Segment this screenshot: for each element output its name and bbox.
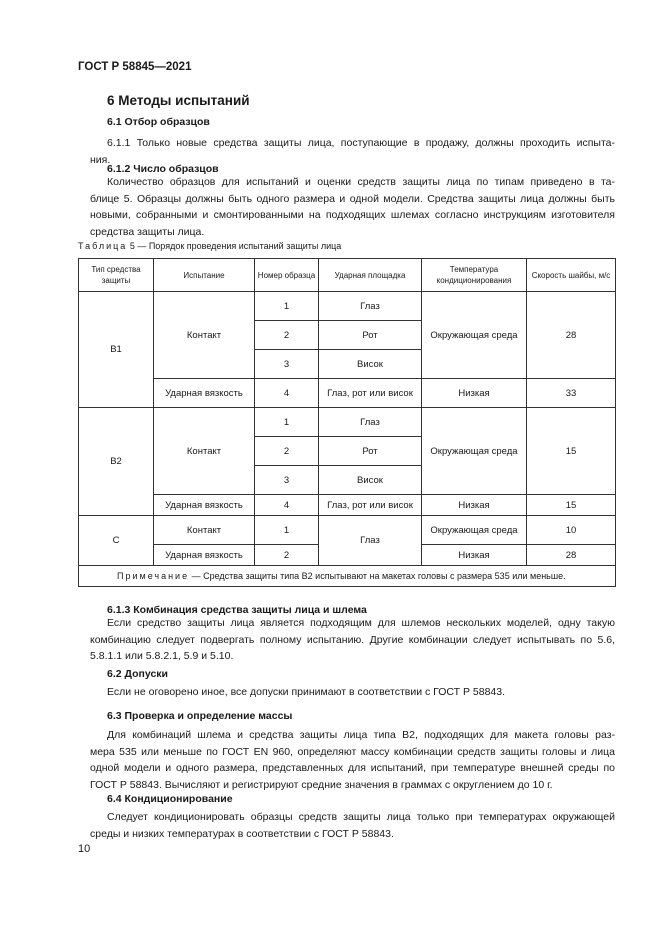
sample-cell: 4 bbox=[255, 379, 319, 408]
temp-cell: Низкая bbox=[422, 545, 527, 566]
test-order-table bbox=[78, 258, 616, 587]
table-row bbox=[79, 292, 616, 321]
table-row bbox=[79, 495, 616, 516]
document-header: ГОСТ Р 58845—2021 bbox=[78, 61, 192, 73]
temp-cell: Окружающая среда bbox=[422, 292, 527, 379]
temp-cell: Окружающая среда bbox=[422, 516, 527, 545]
type-cell: B1 bbox=[79, 292, 154, 408]
test-cell: Контакт bbox=[154, 292, 255, 379]
subsection-title-6-1-3: 6.1.3 Комбинация средства защиты лица и шлема bbox=[107, 604, 367, 616]
test-cell: Ударная вязкость bbox=[154, 379, 255, 408]
speed-cell: 28 bbox=[527, 292, 616, 379]
sample-cell: 3 bbox=[255, 350, 319, 379]
temp-cell: Окружающая среда bbox=[422, 408, 527, 495]
area-cell: Глаз bbox=[319, 516, 422, 566]
header-cell: Скорость шайбы, м/с bbox=[527, 259, 616, 292]
test-cell: Контакт bbox=[154, 516, 255, 545]
paragraph-6-3: Для комбинаций шлема и средства защиты лица типа B2, подходящих для макета головы раз- мера 535 или меньше по ГОСТ EN 960, определяют массу комбинации средств защиты головы и лица одной модели и одного размера, представленных для испытаний, при температуре внешней среды по ГОСТ Р 58843. Вычисляют и регистрируют средние значения в граммах с округлением до 10 г. bbox=[90, 729, 615, 791]
type-cell: C bbox=[79, 516, 154, 566]
area-cell: Глаз bbox=[319, 408, 422, 437]
speed-cell: 28 bbox=[527, 545, 616, 566]
test-cell: Ударная вязкость bbox=[154, 495, 255, 516]
temp-cell: Низкая bbox=[422, 379, 527, 408]
sample-cell: 2 bbox=[255, 437, 319, 466]
speed-cell: 15 bbox=[527, 495, 616, 516]
paragraph-6-1-2: Количество образцов для испытаний и оценки средств защиты лица по типам приведено в та- блице 5. Образцы должны быть одного размера и одной модели. Средства защиты лица должны быть новыми, собранными и смонтированными на подходящих шлемах согласно инструкциям изготовителя средства защиты лица. bbox=[90, 176, 615, 238]
paragraph-6-1-1: 6.1.1 Только новые средства защиты лица, поступающие в продажу, должны проходить испыта- ния. bbox=[90, 137, 615, 166]
table-row bbox=[79, 516, 616, 545]
speed-cell: 15 bbox=[527, 408, 616, 495]
area-cell: Глаз, рот или висок bbox=[319, 379, 422, 408]
speed-cell: 33 bbox=[527, 379, 616, 408]
sample-cell: 3 bbox=[255, 466, 319, 495]
table-note: Примечание — Средства защиты типа B2 испытывают на макетах головы с размера 535 или меньше. bbox=[79, 566, 616, 587]
sample-cell: 2 bbox=[255, 321, 319, 350]
speed-cell: 10 bbox=[527, 516, 616, 545]
header-cell: Испытание bbox=[154, 259, 255, 292]
sample-cell: 1 bbox=[255, 408, 319, 437]
sample-cell: 1 bbox=[255, 292, 319, 321]
table-caption: Таблица 5 — Порядок проведения испытаний защиты лица bbox=[78, 241, 342, 251]
subsection-title-6-3: 6.3 Проверка и определение массы bbox=[107, 710, 293, 722]
test-cell: Ударная вязкость bbox=[154, 545, 255, 566]
table-row bbox=[79, 379, 616, 408]
area-cell: Висок bbox=[319, 350, 422, 379]
paragraph-6-4: Следует кондиционировать образцы средств защиты лица только при температурах окружающей среды и низких температурах в соответствии с ГОСТ Р 58843. bbox=[90, 811, 615, 840]
header-cell: Ударная площадка bbox=[319, 259, 422, 292]
subsection-title-6-2: 6.2 Допуски bbox=[107, 668, 169, 680]
table-row bbox=[79, 408, 616, 437]
subsection-title-6-4: 6.4 Кондиционирование bbox=[107, 793, 233, 805]
paragraph-6-1-3: Если средство защиты лица является подходящим для шлемов нескольких моделей, одну такую комбинацию следует подвергать полному испытанию. Другие комбинации следует испытывать по 5.6, 5.8.1.1 или 5.8.2.1, 5.9 и 5.10. bbox=[90, 617, 615, 662]
sample-cell: 4 bbox=[255, 495, 319, 516]
temp-cell: Низкая bbox=[422, 495, 527, 516]
page-number: 10 bbox=[78, 843, 91, 855]
table-note-row bbox=[79, 566, 616, 587]
type-cell: B2 bbox=[79, 408, 154, 516]
header-cell: Тип средства защиты bbox=[79, 259, 154, 292]
sample-cell: 1 bbox=[255, 516, 319, 545]
header-cell: Температура кондиционирования bbox=[422, 259, 527, 292]
area-cell: Рот bbox=[319, 321, 422, 350]
test-cell: Контакт bbox=[154, 408, 255, 495]
section-title: 6 Методы испытаний bbox=[107, 93, 250, 108]
subsection-title-6-1: 6.1 Отбор образцов bbox=[107, 116, 210, 128]
area-cell: Рот bbox=[319, 437, 422, 466]
area-cell: Висок bbox=[319, 466, 422, 495]
subsection-title-6-1-2: 6.1.2 Число образцов bbox=[107, 163, 219, 175]
table-header-row bbox=[79, 259, 616, 292]
area-cell: Глаз bbox=[319, 292, 422, 321]
area-cell: Глаз, рот или висок bbox=[319, 495, 422, 516]
paragraph-6-2: Если не оговорено иное, все допуски принимают в соответствии с ГОСТ Р 58843. bbox=[107, 686, 506, 698]
header-cell: Номер образца bbox=[255, 259, 319, 292]
sample-cell: 2 bbox=[255, 545, 319, 566]
